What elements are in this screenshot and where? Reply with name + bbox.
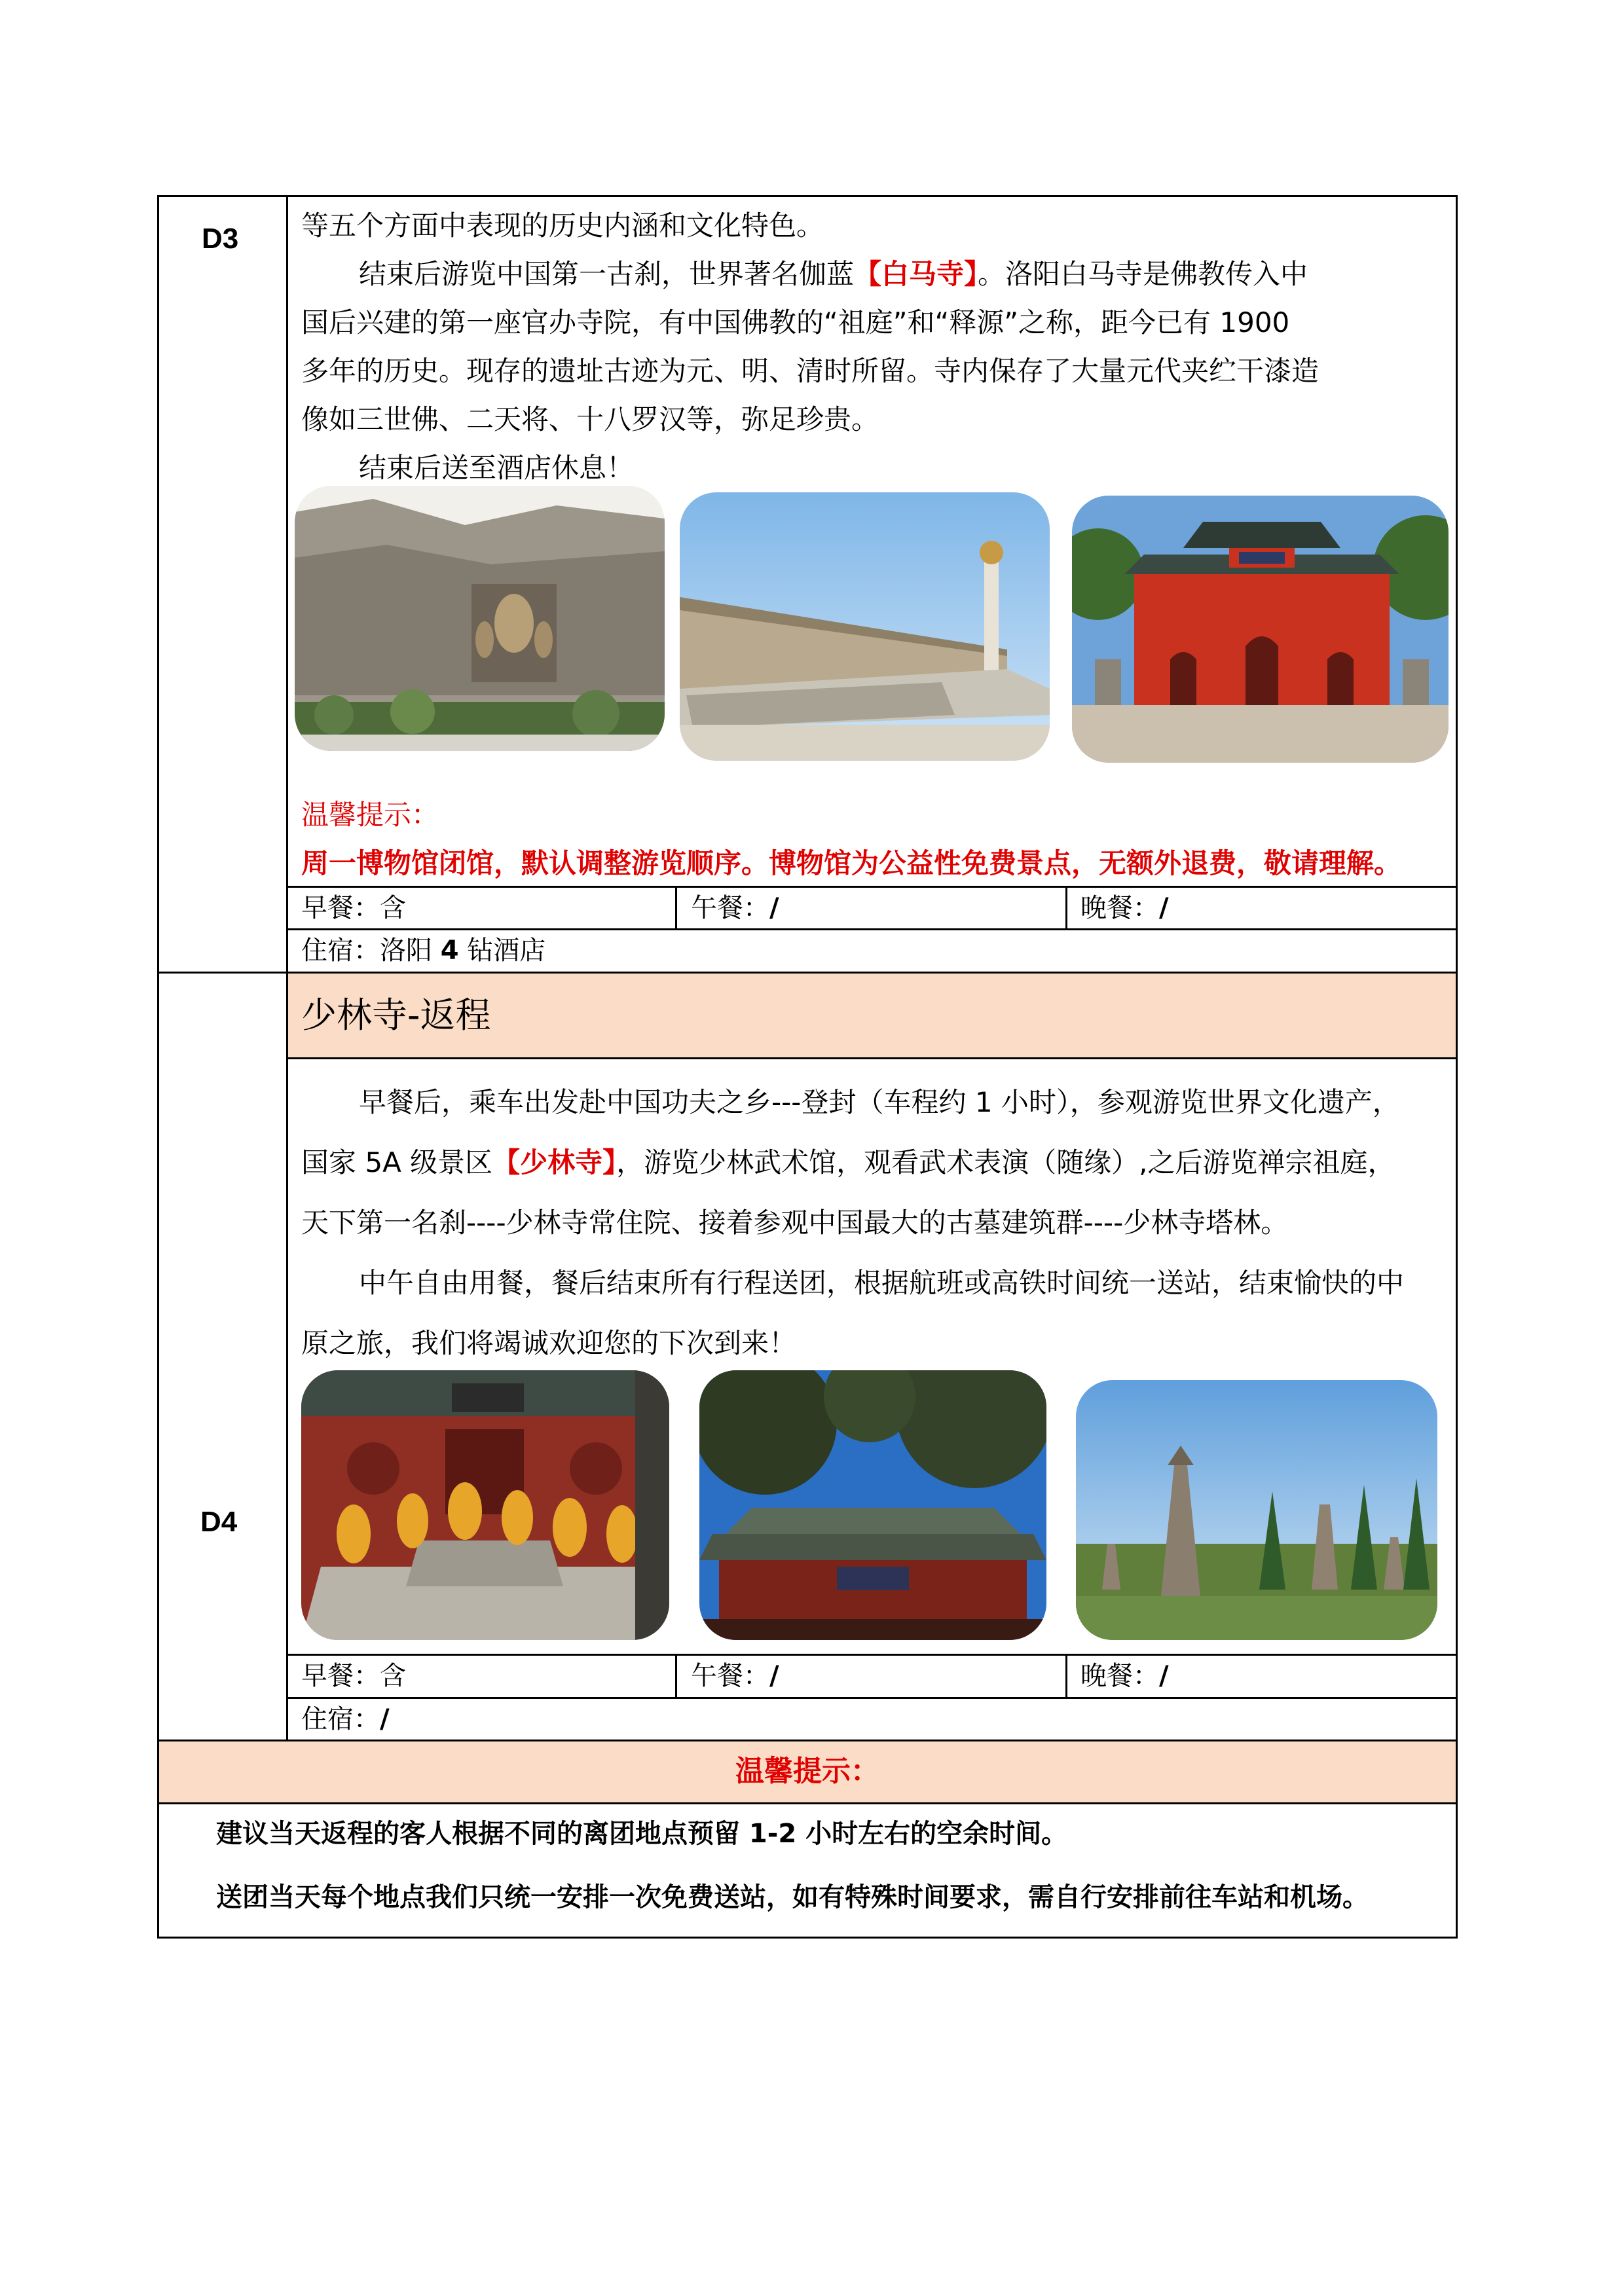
d3-stay-hotel: 钻酒店 (467, 936, 546, 966)
d3-meal-col1 (675, 886, 677, 929)
shaolin-temple-highlight: 【少林寺】 (492, 1146, 617, 1178)
d3-lunch-label: 午餐： (691, 893, 769, 923)
table-border-right (1456, 195, 1458, 1939)
d4-meal-row-top (286, 1654, 1458, 1656)
d3-stay-city: 洛阳 (380, 936, 432, 966)
d3-dinner-value: / (1159, 893, 1169, 923)
d4-title: 少林寺-返程 (301, 994, 491, 1036)
d4-text-line-4: 中午自由用餐，餐后结束所有行程送团，根据航班或高铁时间统一送站，结束愉快的中 (359, 1267, 1405, 1299)
d4-meal-col2 (1065, 1654, 1067, 1697)
d3-meal-col2 (1065, 886, 1067, 929)
d3-stay (301, 931, 545, 970)
d3-breakfast (301, 888, 406, 928)
d3-breakfast-value: 含 (380, 893, 406, 923)
d3-text-line-6: 结束后送至酒店休息！ (359, 452, 635, 484)
day-label-d4: D4 (200, 1506, 238, 1538)
d4-breakfast (301, 1656, 406, 1696)
d4-lunch-label: 午餐： (691, 1661, 769, 1691)
d3-lunch (691, 888, 779, 928)
d4-stay (301, 1700, 390, 1739)
d4-line2-post: ，游览少林武术馆，观看武术表演（随缘）,之后游览禅宗祖庭， (616, 1146, 1395, 1178)
d4-stay-value: / (380, 1704, 390, 1734)
table-border-left (157, 195, 159, 1939)
d4-text-line-5: 原之旅，我们将竭诚欢迎您的下次到来！ (301, 1327, 797, 1359)
d3-text-line-1: 等五个方面中表现的历史内涵和文化特色。 (301, 210, 824, 242)
baima-temple-gate-photo (1072, 496, 1449, 763)
luoyang-museum-photo (680, 492, 1050, 761)
d4-text-line-3: 天下第一名刹----少林寺常住院、接着参观中国最大的古墓建筑群----少林寺塔林。 (301, 1207, 1289, 1239)
table-border-bottom (157, 1937, 1458, 1939)
d4-meal-col1 (675, 1654, 677, 1697)
day-column-divider (286, 195, 288, 1741)
d3-dinner-label: 晚餐： (1080, 893, 1159, 923)
d3-stay-num: 4 (440, 936, 459, 966)
d3-dinner (1080, 888, 1169, 928)
shaolin-temple-gate-photo (699, 1370, 1046, 1640)
d4-title-row-bottom (286, 1057, 1458, 1059)
d3-stay-label: 住宿： (301, 936, 380, 966)
d4-line2-pre: 国家 5A 级景区 (301, 1146, 493, 1178)
d3-lunch-value: / (769, 893, 779, 923)
d3-line2-pre: 结束后游览中国第一古刹，世界著名伽蓝 (359, 258, 855, 290)
notice-title: 温馨提示： (735, 1755, 879, 1788)
d4-breakfast-label: 早餐： (301, 1661, 380, 1691)
d4-dinner-label: 晚餐： (1080, 1661, 1159, 1691)
d3-text-line-4: 多年的历史。现存的遗址古迹为元、明、清时所留。寺内保存了大量元代夹纻干漆造 (301, 355, 1320, 387)
d4-lunch-value: / (769, 1661, 779, 1691)
d4-text-line-2 (301, 1133, 1395, 1193)
d3-line2-post: 。洛阳白马寺是佛教传入中 (978, 258, 1308, 290)
table-border-top (157, 195, 1458, 197)
d3-text-line-3: 国后兴建的第一座官办寺院，有中国佛教的“祖庭”和“释源”之称，距今已有 1900 (301, 306, 1290, 338)
shaolin-monks-kungfu-photo (301, 1370, 669, 1640)
notice-line-1: 建议当天返程的客人根据不同的离团地点预留 1-2 小时左右的空余时间。 (216, 1819, 1068, 1849)
day-label-d3: D3 (202, 223, 239, 255)
d3-stay-row-top (286, 928, 1458, 930)
d4-dinner (1080, 1656, 1169, 1696)
d4-lunch (691, 1656, 779, 1696)
notice-title-bottom (157, 1802, 1458, 1804)
d3-breakfast-label: 早餐： (301, 893, 380, 923)
d3-text-line-5: 像如三世佛、二天将、十八罗汉等，弥足珍贵。 (301, 403, 879, 435)
longmen-grottoes-photo (295, 486, 665, 751)
d3-tip-text: 周一博物馆闭馆，默认调整游览顺序。博物馆为公益性免费景点，无额外退费，敬请理解。 (301, 847, 1402, 879)
d4-stay-row-top (286, 1697, 1458, 1699)
d4-dinner-value: / (1159, 1661, 1169, 1691)
pagoda-forest-photo (1076, 1380, 1437, 1640)
d4-text-line-1: 早餐后，乘车出发赴中国功夫之乡---登封（车程约 1 小时），参观游览世界文化遗产， (359, 1086, 1400, 1118)
d4-stay-label: 住宿： (301, 1704, 380, 1734)
d3-tip-title: 温馨提示： (301, 799, 439, 831)
baima-temple-highlight: 【白马寺】 (854, 258, 978, 290)
d4-breakfast-value: 含 (380, 1661, 406, 1691)
notice-line-2: 送团当天每个地点我们只统一安排一次免费送站，如有特殊时间要求，需自行安排前往车站和机场。 (216, 1882, 1369, 1912)
d3-text-line-2 (359, 250, 1308, 299)
